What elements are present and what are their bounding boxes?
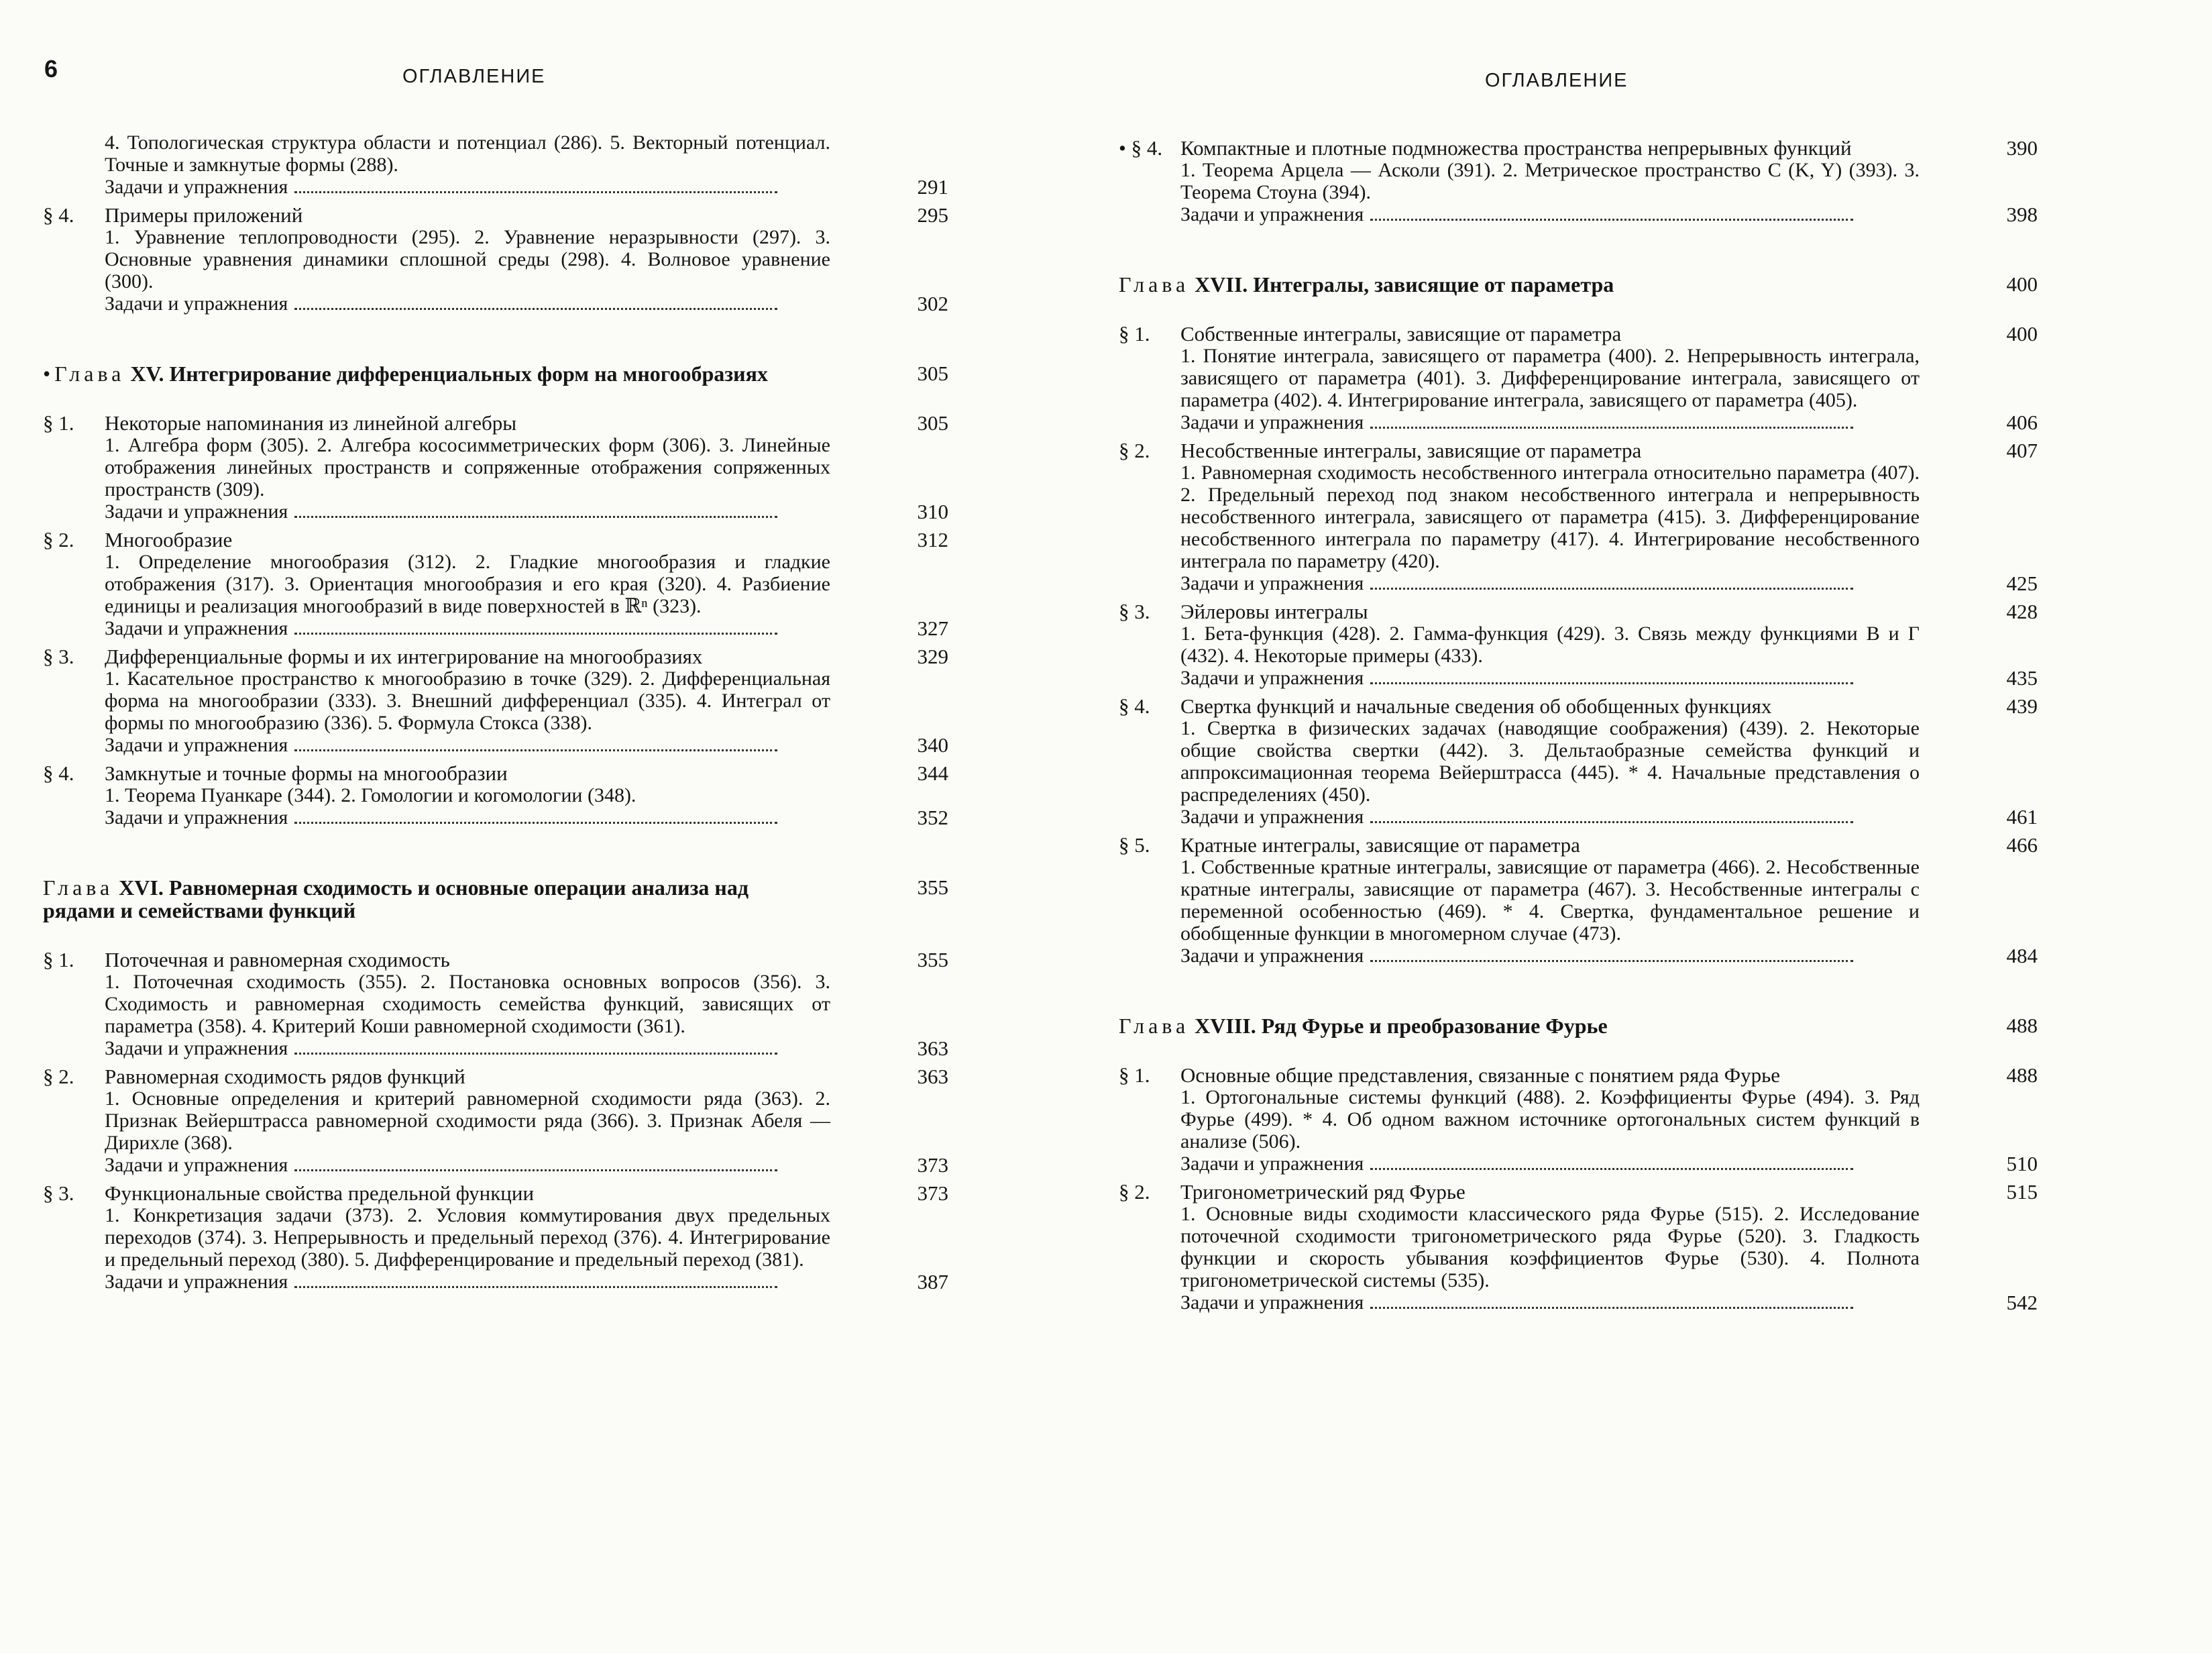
exercises-entry [1119,572,2038,595]
leader-dots [294,301,777,310]
page-ref: 352 [917,806,948,829]
leader-dots [1370,1161,1853,1170]
page-ref: 466 [2006,833,2038,857]
exercises-label: Задачи и упражнения [105,1271,288,1293]
page-ref: 355 [917,948,948,971]
subsection-list: 1. Свертка в физических задачах (наводящие соображения) (439). 2. Некоторые общие свойства свертки (442). 3. Дельтаобразные семейства функций и аппроксимационная теорема Вейерштрасса (445). * 4. Начальные представления о распределениях (450). [1180,717,1920,806]
section-number: § 4. [1119,694,1150,718]
right-page [1100,0,2212,1653]
leader-dots [1370,212,1853,221]
subsection-list: 1. Собственные кратные интегралы, зависящие от параметра (466). 2. Несобственные кратные интегралы, зависящие от параметра (467). 3. Несобственные интегралы с переменной особенностью (469). * 4. Свертка, фундаментальное решение и обобщенные функции в многомерном случае (473). [1180,856,1920,945]
chapter-heading [43,362,948,385]
page-ref: 484 [2006,944,2038,967]
subsection-list: 1. Понятие интеграла, зависящего от параметра (400). 2. Непрерывность интеграла, зависящего от параметра (401). 3. Дифференцирование интеграла, зависящего от параметра (402). 4. Интегрирование интеграла, зависящего от параметра (405). [1180,345,1920,411]
exercises-entry [1119,411,2038,434]
section-number: § 3. [43,645,74,668]
leader-dots [294,1163,777,1171]
section-number: § 4. [43,203,74,227]
section-entry [1119,834,2038,856]
exercises-entry [1119,667,2038,690]
page-ref: 363 [917,1036,948,1060]
section-number: § 1. [43,411,74,435]
exercises-entry [43,1037,948,1060]
exercises-entry [43,176,948,199]
exercises-entry [43,1154,948,1177]
page-ref: 407 [2006,439,2038,462]
exercises-label: Задачи и упражнения [1180,1291,1364,1314]
section-title: Компактные и плотные подмножества пространства непрерывных функций [1180,136,1852,160]
section-entry [43,204,948,226]
exercises-entry [1119,203,2038,226]
exercises-entry [43,292,948,315]
section-title: Кратные интегралы, зависящие от параметра [1180,833,1580,857]
page-ref: 542 [2006,1291,2038,1314]
page-ref: 400 [2006,322,2038,345]
subsection-list: 1. Касательное пространство к многообразию в точке (329). 2. Дифференциальная форма на многообразии (333). 3. Внешний дифференциал (335). 4. Интеграл от формы по многообразию (336). 5. Формула Стокса (338). [105,668,830,734]
chapter-title: XVIII. Ряд Фурье и преобразование Фурье [1195,1014,1608,1038]
section-title: Равномерная сходимость рядов функций [105,1065,465,1088]
section-title: Дифференциальные формы и их интегрирование на многообразиях [105,645,703,668]
leader-dots [1370,814,1853,823]
exercises-entry [43,617,948,640]
subsection-list: 1. Поточечная сходимость (355). 2. Постановка основных вопросов (356). 3. Сходимость и равномерная сходимость семейства функций, зависящих от параметра (358). 4. Критерий Коши равномерной сходимости (361). [105,971,830,1037]
exercises-label: Задачи и упражнения [105,292,288,315]
section-entry [43,529,948,551]
chapter-title: XVII. Интегралы, зависящие от параметра [1195,272,1614,297]
subsection-list: 1. Теорема Арцела — Асколи (391). 2. Метрическое пространство C (K, Y) (393). 3. Теорема Стоуна (394). [1180,159,1920,203]
page-ref: 398 [2006,203,2038,226]
exercises-label: Задачи и упражнения [1180,667,1364,689]
section-entry [1119,137,2038,159]
section-title: Примеры приложений [105,203,303,227]
leader-dots [294,743,777,751]
section-entry [1119,1181,2038,1203]
subsection-list: 1. Алгебра форм (305). 2. Алгебра кососимметрических форм (306). 3. Линейные отображения линейных пространств и сопряженные отображения сопряженных пространств (309). [105,434,830,500]
exercises-entry [43,734,948,757]
section-title: Замкнутые и точные формы на многообразии [105,761,508,785]
section-number: • § 4. [1119,136,1163,160]
page-ref: 406 [2006,411,2038,434]
page-ref: 363 [917,1065,948,1088]
section-entry [43,949,948,971]
leader-dots [1370,420,1853,429]
section-title: Некоторые напоминания из линейной алгебры [105,411,517,435]
leader-dots [1370,676,1853,684]
subsection-list: 1. Основные определения и критерий равномерной сходимости ряда (363). 2. Признак Вейерштрасса равномерной сходимости ряда (366). 3. Признак Абеля — Дирихле (368). [105,1087,830,1154]
leader-dots [294,1046,777,1055]
section-number: § 2. [1119,439,1150,462]
page-ref: 291 [917,175,948,199]
leader-dots [294,626,777,635]
subsection-list: 1. Равномерная сходимость несобственного интеграла относительно параметра (407). 2. Предельный переход под знаком несобственного интеграла и непрерывность несобственного интеграла, зависящего от параметра (415). 3. Дифференцирование несобственного интеграла по параметру (417). 4. Интегрирование несобственного интеграла по параметру (420). [1180,462,1920,572]
exercises-label: Задачи и упражнения [105,734,288,756]
page-number: 6 [44,55,58,83]
page-ref: 510 [2006,1152,2038,1175]
leader-dots [1370,1300,1853,1309]
page-ref: 305 [917,362,948,385]
exercises-label: Задачи и упражнения [105,500,288,523]
exercises-label: Задачи и упражнения [1180,203,1364,225]
page-ref: 400 [2006,272,2038,296]
exercises-entry [1119,806,2038,829]
section-entry [1119,1064,2038,1086]
section-title: Функциональные свойства предельной функции [105,1181,535,1205]
page-ref: 425 [2006,572,2038,595]
exercises-entry [1119,945,2038,967]
page-ref: 305 [917,411,948,435]
chapter-heading [1119,273,2038,296]
chapter-label: Глава [1119,1014,1190,1038]
chapter-heading [1119,1014,2038,1037]
left-page [0,0,1073,1653]
page-ref: 295 [917,203,948,227]
exercises-label: Задачи и упражнения [105,806,288,829]
section-title: Свертка функций и начальные сведения об обобщенных функциях [1180,694,1772,718]
section-number: § 3. [1119,600,1150,623]
section-number: § 1. [43,948,74,971]
section-number: § 4. [43,761,74,785]
exercises-entry [1119,1153,2038,1175]
exercises-entry [43,1271,948,1293]
page-ref: 387 [917,1270,948,1293]
subsection-list: 1. Основные виды сходимости классического ряда Фурье (515). 2. Исследование поточечной сходимости тригонометрического ряда Фурье (520). 3. Гладкость функции и скорость убывания коэффициентов Фурье (530). 4. Полнота тригонометрической системы (535). [1180,1203,1920,1291]
page-ref: 312 [917,528,948,551]
section-number: § 1. [1119,322,1150,345]
leader-dots [294,815,777,824]
page-ref: 428 [2006,600,2038,623]
leader-dots [294,1279,777,1288]
subsection-list: 4. Топологическая структура области и потенциал (286). 5. Векторный потенциал. Точные и замкнутые формы (288). [105,131,830,176]
section-entry [43,1182,948,1204]
page-ref: 488 [2006,1063,2038,1087]
exercises-entry [43,500,948,523]
section-entry [43,762,948,784]
chapter-label: Глава [1119,272,1190,297]
section-title: Собственные интегралы, зависящие от параметра [1180,322,1622,345]
section-title: Поточечная и равномерная сходимость [105,948,450,971]
subsection-list: 1. Уравнение теплопроводности (295). 2. Уравнение неразрывности (297). 3. Основные уравнения динамики сплошной среды (298). 4. Волновое уравнение (300). [105,226,830,292]
page-ref: 344 [917,761,948,785]
section-title: Несобственные интегралы, зависящие от параметра [1180,439,1642,462]
page-ref: 327 [917,617,948,640]
section-title: Тригонометрический ряд Фурье [1180,1180,1466,1204]
section-entry [43,412,948,434]
leader-dots [294,509,777,518]
subsection-list: 1. Бета-функция (428). 2. Гамма-функция (429). 3. Связь между функциями B и Γ (432). 4. Некоторые примеры (433). [1180,623,1920,667]
section-entry [1119,439,2038,462]
page-ref: 373 [917,1153,948,1177]
page-ref: 310 [917,500,948,523]
section-number: § 2. [1119,1180,1150,1204]
section-title: Эйлеровы интегралы [1180,600,1368,623]
leader-dots [294,184,777,193]
exercises-label: Задачи и упражнения [105,1154,288,1176]
exercises-label: Задачи и упражнения [1180,1153,1364,1175]
chapter-title: XVI. Равномерная сходимость и основные операции анализа над рядами и семействами функций [43,875,749,922]
page-ref: 373 [917,1181,948,1205]
section-number: § 3. [43,1181,74,1205]
exercises-label: Задачи и упражнения [105,176,288,198]
toc-entries-left [43,131,948,1293]
exercises-entry [1119,1291,2038,1314]
leader-dots [1370,953,1853,962]
section-number: § 1. [1119,1063,1150,1087]
chapter-label: Глава [43,875,114,900]
exercises-label: Задачи и упражнения [1180,572,1364,594]
section-title: Основные общие представления, связанные с понятием ряда Фурье [1180,1063,1781,1087]
page-ref: 439 [2006,694,2038,718]
section-entry [1119,695,2038,717]
chapter-title: XV. Интегрирование дифференциальных форм на многообразиях [130,362,768,386]
exercises-label: Задачи и упражнения [1180,806,1364,828]
section-entry [43,645,948,668]
section-entry [43,1065,948,1087]
section-number: § 2. [43,528,74,551]
section-number: § 2. [43,1065,74,1088]
page-ref: 488 [2006,1014,2038,1037]
page-ref: 302 [917,292,948,315]
subsection-list: 1. Ортогональные системы функций (488). 2. Коэффициенты Фурье (494). 3. Ряд Фурье (499). * 4. Об одном важном источнике ортогональных систем функций в анализе (506). [1180,1086,1920,1153]
toc-entries-right [1119,131,2038,1314]
exercises-entry [43,806,948,829]
leader-dots [1370,581,1853,590]
exercises-label: Задачи и упражнения [1180,411,1364,433]
subsection-list: 1. Определение многообразия (312). 2. Гладкие многообразия и гладкие отображения (317). 3. Ориентация многообразия и его края (320). 4. Разбиение единицы и реализация многообразий в виде поверхностей в ℝⁿ (323). [105,551,830,617]
chapter-label: •Глава [43,362,125,386]
page-ref: 435 [2006,666,2038,690]
exercises-label: Задачи и упражнения [1180,945,1364,967]
section-title: Многообразие [105,528,233,551]
running-header: ОГЛАВЛЕНИЕ [402,66,546,87]
page-ref: 390 [2006,136,2038,160]
exercises-label: Задачи и упражнения [105,1037,288,1059]
exercises-label: Задачи и упражнения [105,617,288,639]
section-entry [1119,323,2038,345]
page-ref: 329 [917,645,948,668]
chapter-heading [43,876,948,922]
page-ref: 461 [2006,805,2038,829]
section-entry [1119,600,2038,623]
section-number: § 5. [1119,833,1150,857]
subsection-list: 1. Конкретизация задачи (373). 2. Условия коммутирования двух предельных переходов (374). 3. Непрерывность и предельный переход (376). 4. Интегрирование и предельный переход (380). 5. Дифференцирование и предельный переход (381). [105,1204,830,1271]
page-ref: 340 [917,733,948,757]
page-ref: 355 [917,875,948,899]
running-header: ОГЛАВЛЕНИЕ [1485,70,1628,91]
page-ref: 515 [2006,1180,2038,1204]
subsection-list: 1. Теорема Пуанкаре (344). 2. Гомологии и когомологии (348). [105,784,637,806]
